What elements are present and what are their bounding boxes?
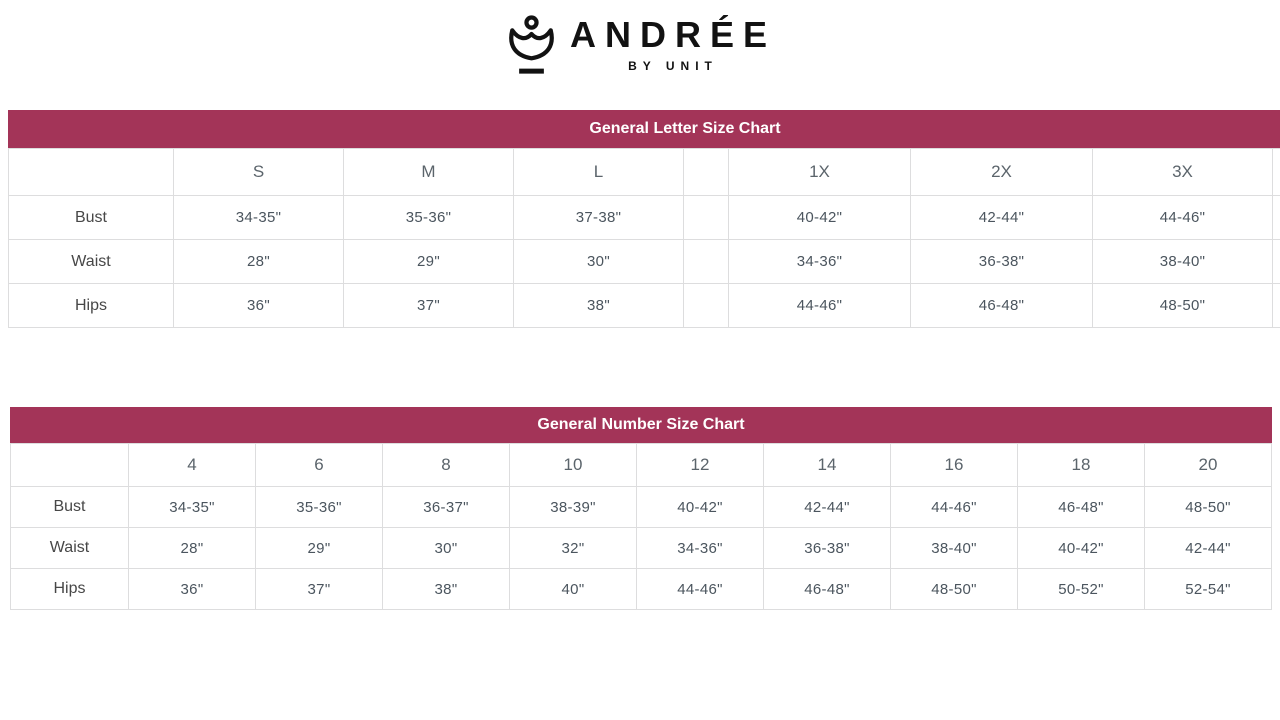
number-size-chart: [10, 407, 1272, 610]
size-value-cell: 42-44": [764, 487, 891, 528]
row-label-header: [11, 444, 129, 487]
size-value-cell: 30": [383, 528, 510, 569]
filler-cell: [1273, 284, 1280, 328]
size-value-cell: 34-36": [637, 528, 764, 569]
size-value-cell: 36-37": [383, 487, 510, 528]
size-value-cell: 30": [514, 240, 684, 284]
size-value-cell: 36": [129, 569, 256, 610]
table-row: [9, 284, 1280, 328]
table-row: [9, 196, 1280, 240]
size-column-header: 16: [891, 444, 1018, 487]
measurement-label: Hips: [9, 284, 174, 328]
brand-tagline: BY UNIT: [628, 59, 718, 73]
letter-size-chart: [8, 110, 1280, 328]
size-column-header: 20: [1145, 444, 1272, 487]
size-column-header: 12: [637, 444, 764, 487]
table-row: [11, 487, 1272, 528]
number-size-table: [10, 443, 1272, 610]
measurement-label: Waist: [9, 240, 174, 284]
size-column-header: L: [514, 149, 684, 196]
size-header-row: [9, 149, 1280, 196]
size-value-cell: 28": [129, 528, 256, 569]
size-column-header: 8: [383, 444, 510, 487]
size-value-cell: 34-36": [729, 240, 911, 284]
size-column-header: 4: [129, 444, 256, 487]
size-value-cell: 36-38": [764, 528, 891, 569]
size-value-cell: 32": [510, 528, 637, 569]
size-value-cell: 29": [344, 240, 514, 284]
size-value-cell: 44-46": [1093, 196, 1273, 240]
size-value-cell: 44-46": [637, 569, 764, 610]
size-value-cell: 46-48": [1018, 487, 1145, 528]
size-value-cell: 37": [344, 284, 514, 328]
size-value-cell: 48-50": [1093, 284, 1273, 328]
size-value-cell: 40-42": [729, 196, 911, 240]
measurement-label: Waist: [11, 528, 129, 569]
size-value-cell: 40-42": [637, 487, 764, 528]
table-row: [11, 528, 1272, 569]
size-column-header: S: [174, 149, 344, 196]
size-value-cell: 52-54": [1145, 569, 1272, 610]
size-value-cell: 38-40": [1093, 240, 1273, 284]
size-value-cell: 36-38": [911, 240, 1093, 284]
size-column-header: [684, 149, 729, 196]
measurement-label: Bust: [11, 487, 129, 528]
size-value-cell: 42-44": [1145, 528, 1272, 569]
size-value-cell: 28": [174, 240, 344, 284]
size-column-header: 1X: [729, 149, 911, 196]
filler-cell: [1273, 149, 1280, 196]
size-value-cell: 44-46": [891, 487, 1018, 528]
size-value-cell: 40-42": [1018, 528, 1145, 569]
size-value-cell: 38": [383, 569, 510, 610]
size-value-cell: 34-35": [129, 487, 256, 528]
size-column-header: 6: [256, 444, 383, 487]
size-column-header: 14: [764, 444, 891, 487]
letter-chart-title: General Letter Size Chart: [8, 110, 1280, 148]
measurement-label: Bust: [9, 196, 174, 240]
size-column-header: 10: [510, 444, 637, 487]
size-value-cell: [684, 240, 729, 284]
size-value-cell: 34-35": [174, 196, 344, 240]
size-value-cell: 40": [510, 569, 637, 610]
size-column-header: 18: [1018, 444, 1145, 487]
size-column-header: M: [344, 149, 514, 196]
size-value-cell: 48-50": [1145, 487, 1272, 528]
size-value-cell: 38-39": [510, 487, 637, 528]
brand-logo: [0, 0, 1280, 77]
table-row: [9, 240, 1280, 284]
size-value-cell: 36": [174, 284, 344, 328]
table-row: [11, 569, 1272, 610]
size-value-cell: 46-48": [764, 569, 891, 610]
measurement-label: Hips: [11, 569, 129, 610]
size-value-cell: 42-44": [911, 196, 1093, 240]
size-value-cell: 44-46": [729, 284, 911, 328]
size-value-cell: [684, 196, 729, 240]
size-column-header: 3X: [1093, 149, 1273, 196]
size-value-cell: 35-36": [344, 196, 514, 240]
size-value-cell: 35-36": [256, 487, 383, 528]
number-chart-title: General Number Size Chart: [10, 407, 1272, 443]
size-value-cell: 38": [514, 284, 684, 328]
filler-cell: [1273, 196, 1280, 240]
size-column-header: 2X: [911, 149, 1093, 196]
letter-size-table: [8, 148, 1280, 328]
size-value-cell: 29": [256, 528, 383, 569]
size-value-cell: 50-52": [1018, 569, 1145, 610]
tulip-icon: [504, 13, 559, 77]
size-value-cell: 37": [256, 569, 383, 610]
size-value-cell: 38-40": [891, 528, 1018, 569]
row-label-header: [9, 149, 174, 196]
brand-name: ANDRÉE: [569, 14, 776, 55]
size-value-cell: 37-38": [514, 196, 684, 240]
size-value-cell: [684, 284, 729, 328]
filler-cell: [1273, 240, 1280, 284]
size-header-row: [11, 444, 1272, 487]
size-value-cell: 48-50": [891, 569, 1018, 610]
size-value-cell: 46-48": [911, 284, 1093, 328]
